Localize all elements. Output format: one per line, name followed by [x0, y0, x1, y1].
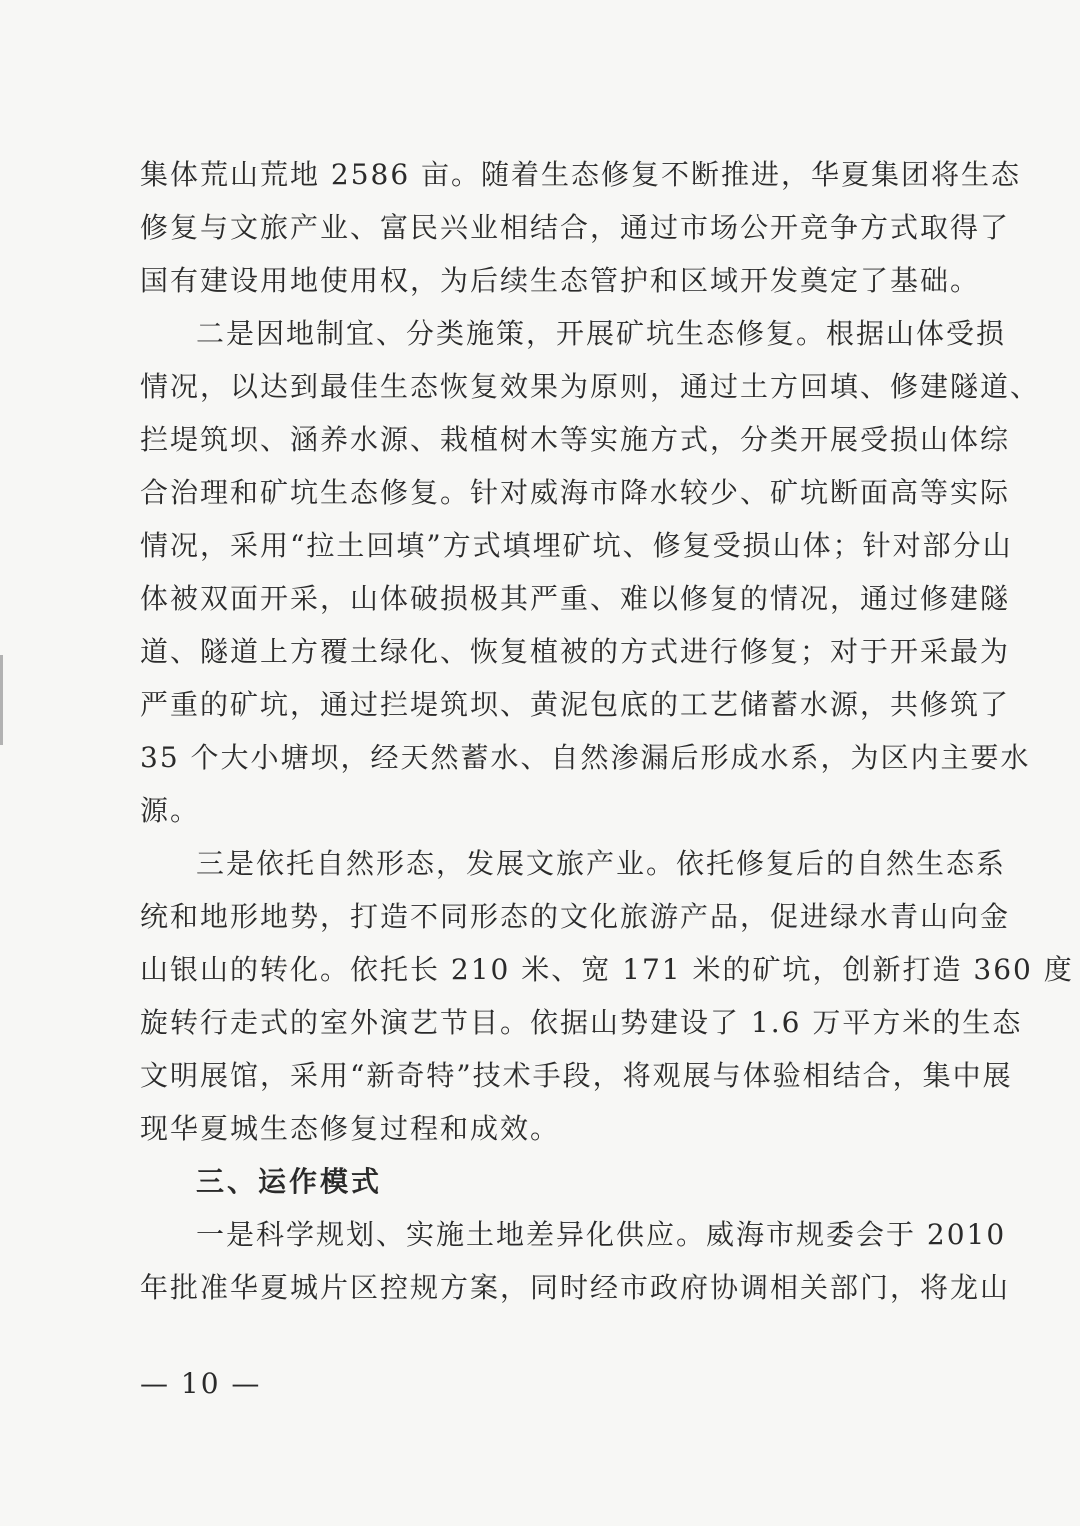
- text-line: 源。: [140, 794, 201, 827]
- text-line: 现华夏城生态修复过程和成效。: [140, 1112, 561, 1145]
- text-line: 三是依托自然形态，发展文旅产业。依托修复后的自然生态系: [196, 847, 1007, 880]
- text-line: 旋转行走式的室外演艺节目。依据山势建设了 1.6 万平方米的生态: [140, 1006, 1023, 1039]
- text-line: 严重的矿坑，通过拦堤筑坝、黄泥包底的工艺储蓄水源，共修筑了: [140, 688, 1011, 721]
- text-line: 集体荒山荒地 2586 亩。随着生态修复不断推进，华夏集团将生态: [140, 158, 1022, 191]
- text-line: 拦堤筑坝、涵养水源、栽植树木等实施方式，分类开展受损山体综: [140, 423, 1011, 456]
- scan-edge-mark: [0, 655, 3, 745]
- text-line: 一是科学规划、实施土地差异化供应。威海市规委会于 2010: [196, 1218, 1007, 1251]
- text-line: 35 个大小塘坝，经天然蓄水、自然渗漏后形成水系，为区内主要水: [140, 741, 1031, 774]
- text-line: 合治理和矿坑生态修复。针对威海市降水较少、矿坑断面高等实际: [140, 476, 1011, 509]
- page-number: — 10 —: [140, 1367, 262, 1400]
- text-line: 情况，采用“拉土回填”方式填埋矿坑、修复受损山体；针对部分山: [140, 529, 1013, 562]
- text-line: 修复与文旅产业、富民兴业相结合，通过市场公开竞争方式取得了: [140, 211, 1011, 244]
- text-line: 二是因地制宜、分类施策，开展矿坑生态修复。根据山体受损: [196, 317, 1007, 350]
- text-line: 国有建设用地使用权，为后续生态管护和区域开发奠定了基础。: [140, 264, 981, 297]
- section-heading: 三、运作模式: [196, 1165, 383, 1198]
- text-line: 年批准华夏城片区控规方案，同时经市政府协调相关部门，将龙山: [140, 1271, 1011, 1304]
- text-line: 道、隧道上方覆土绿化、恢复植被的方式进行修复；对于开采最为: [140, 635, 1011, 668]
- text-line: 体被双面开采，山体破损极其严重、难以修复的情况，通过修建隧: [140, 582, 1011, 615]
- text-line: 统和地形地势，打造不同形态的文化旅游产品，促进绿水青山向金: [140, 900, 1011, 933]
- text-line: 情况，以达到最佳生态恢复效果为原则，通过土方回填、修建隧道、: [140, 370, 1041, 403]
- text-line: 山银山的转化。依托长 210 米、宽 171 米的矿坑，创新打造 360 度: [140, 953, 1074, 986]
- text-line: 文明展馆，采用“新奇特”技术手段，将观展与体验相结合，集中展: [140, 1059, 1013, 1092]
